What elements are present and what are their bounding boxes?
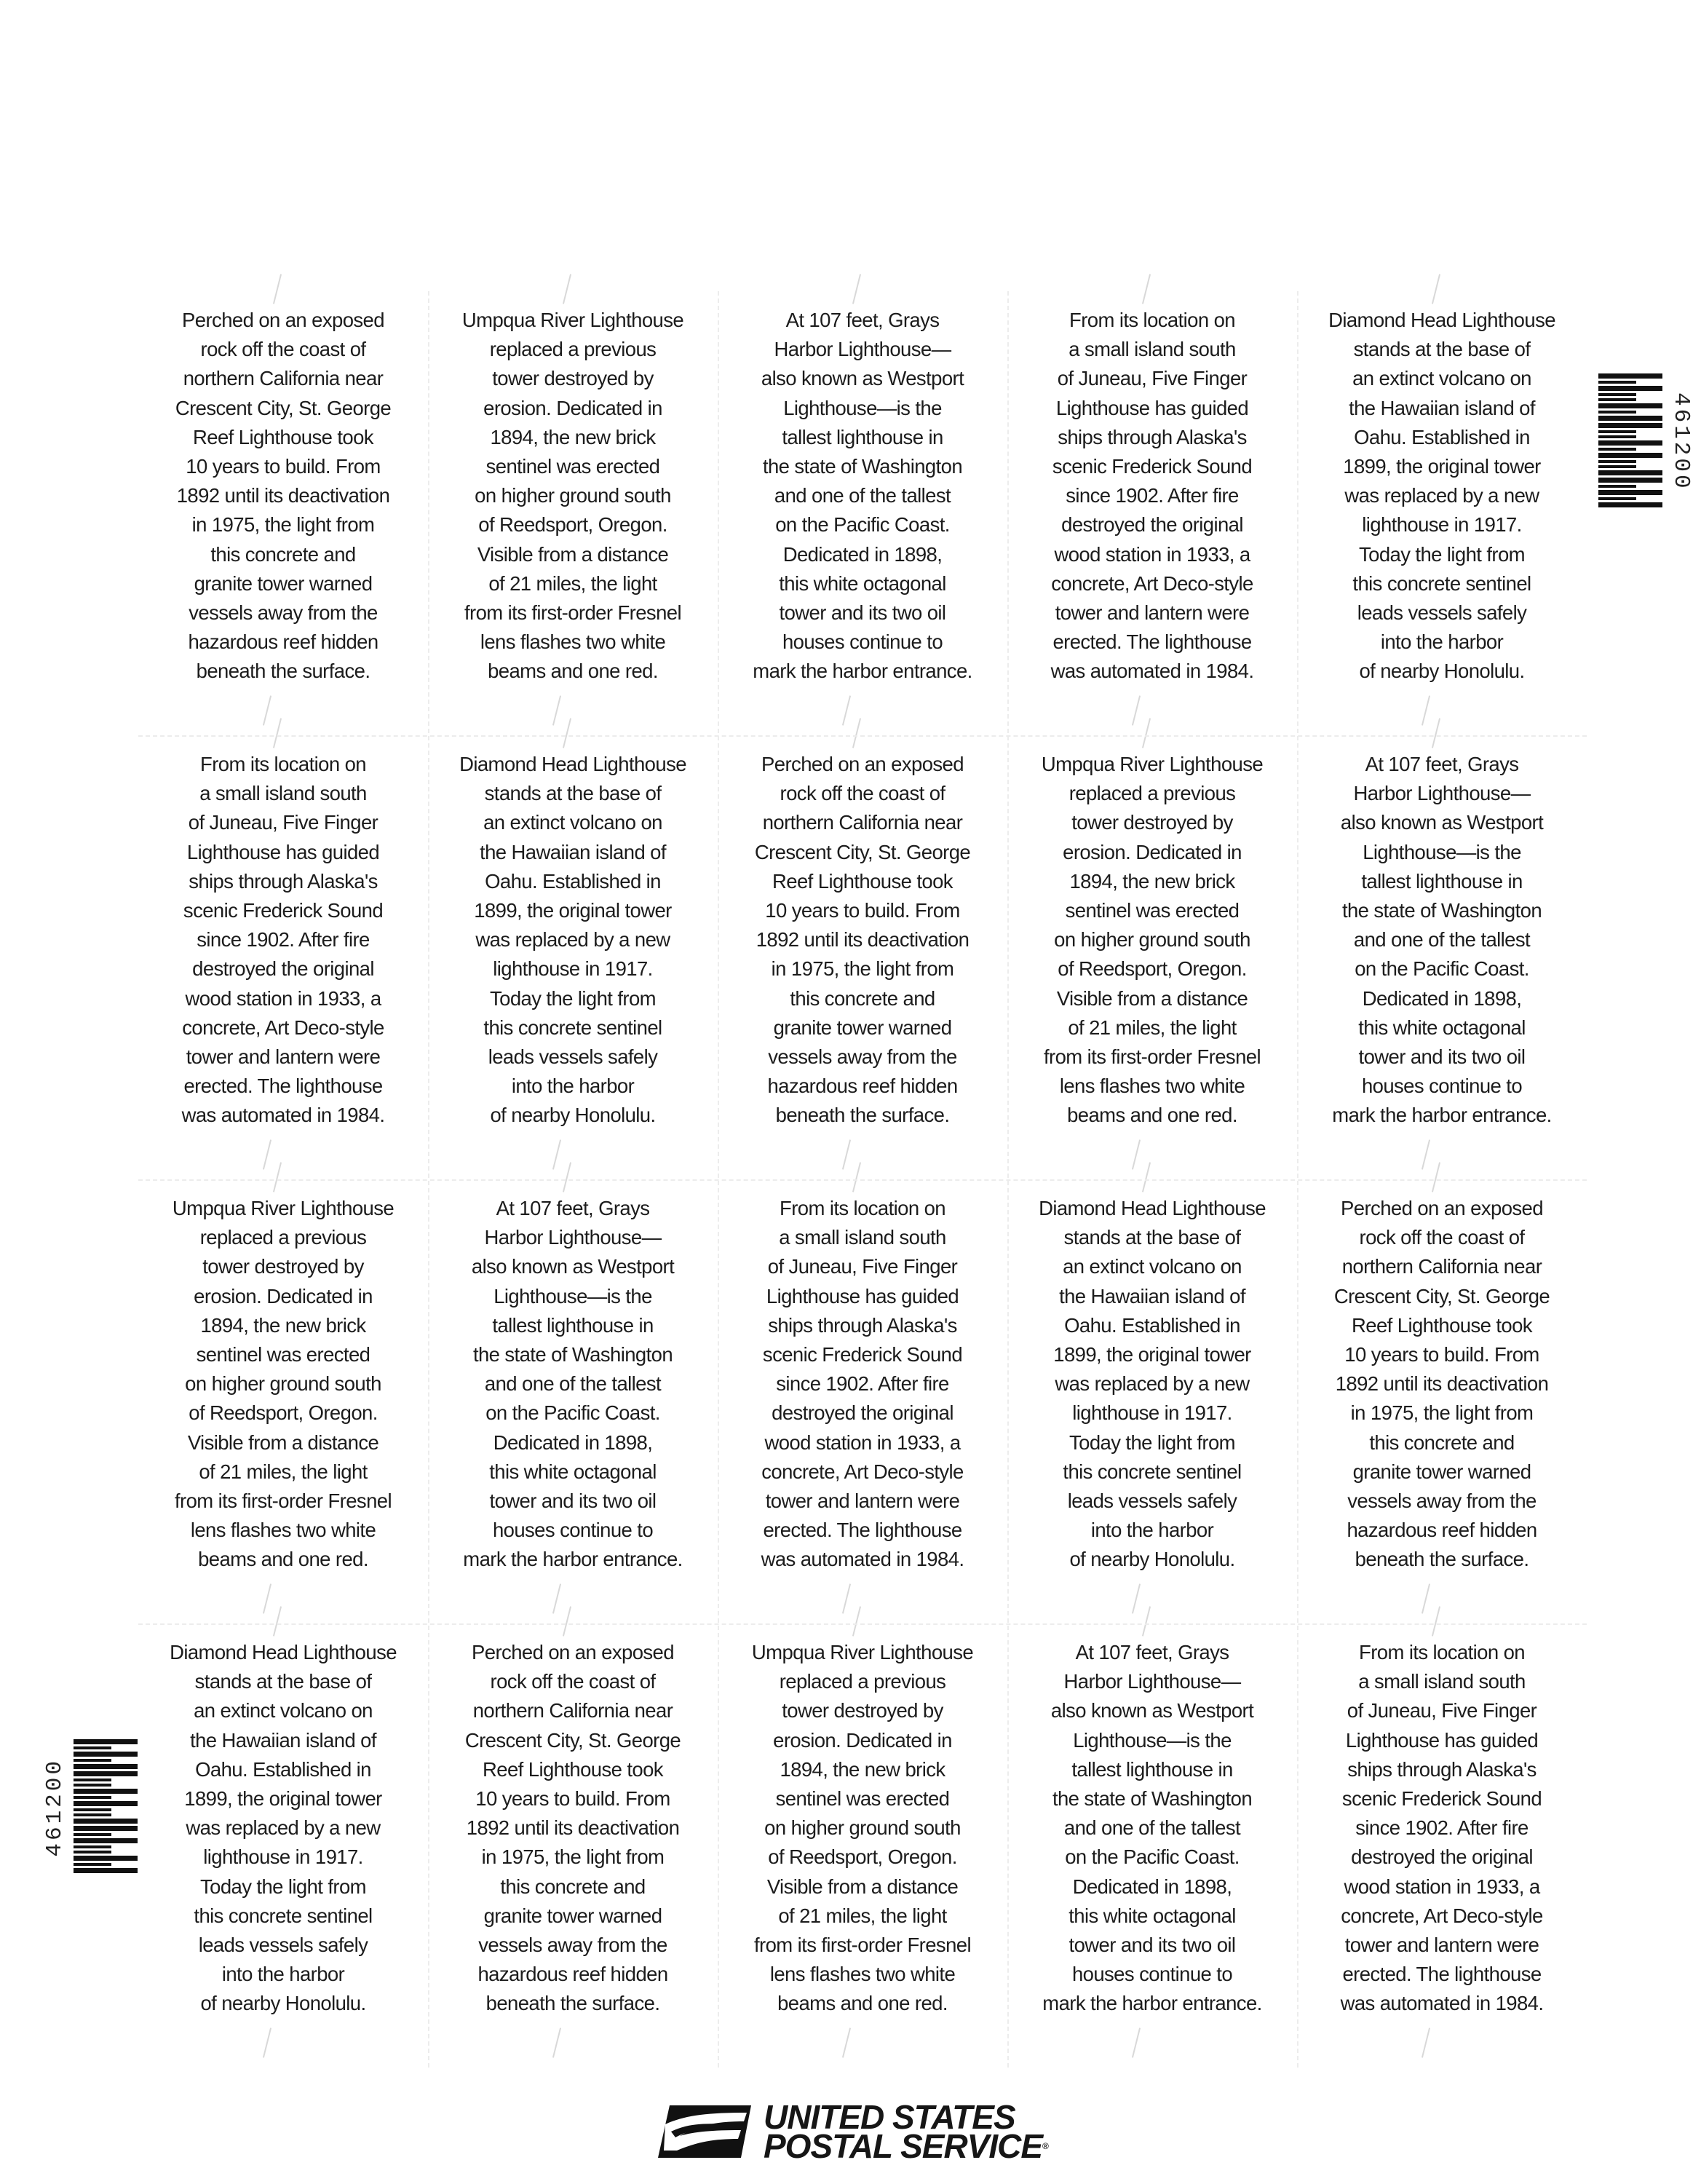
stamp-back-text: At 107 feet, Grays Harbor Lighthouse— also known as Westport Lighthouse—is the tallest lighthouse in the state of Washington and one of the tallest on the Pacific Coast. Dedicated in 1898, this white octagonal tower and its two oil houses continue to mark the harbor entrance. xyxy=(1332,753,1552,1127)
die-cut-slit xyxy=(263,2027,271,2057)
barcode-bar xyxy=(74,1784,111,1787)
stamp-cell xyxy=(1007,291,1297,735)
die-cut-slit xyxy=(552,2027,561,2057)
barcode-bar xyxy=(1598,423,1662,428)
stamp-cell xyxy=(718,735,1007,1179)
barcode-bar xyxy=(74,1851,111,1853)
barcode-bar xyxy=(74,1746,111,1749)
usps-wordmark xyxy=(764,2098,1048,2165)
barcode-bar xyxy=(74,1826,138,1831)
die-cut-slit xyxy=(852,274,861,304)
stamp-cell xyxy=(1297,735,1587,1179)
barcode-number: 461200 xyxy=(1668,392,1694,491)
barcode-bar xyxy=(74,1863,111,1866)
die-cut-slit xyxy=(552,1583,561,1613)
barcode-bar xyxy=(74,1856,138,1861)
die-cut-slit xyxy=(1422,695,1430,725)
barcode-bar xyxy=(1598,490,1662,495)
barcode-bar xyxy=(1598,393,1636,396)
die-cut-slit xyxy=(273,274,282,304)
barcode-bar xyxy=(1598,403,1662,408)
stamp-cell xyxy=(138,1623,428,2068)
stamp-cell xyxy=(428,1623,718,2068)
stamp-cell xyxy=(718,1179,1007,1623)
plate-barcode-bottom-left xyxy=(42,1739,138,1875)
barcode-bar xyxy=(1598,453,1662,458)
barcode-bar xyxy=(1598,497,1636,500)
stamp-back-text: Perched on an exposed rock off the coast of northern California near Crescent City, St. George Reef Lighthouse took 10 years to build. From 1892 until its deactivation in 1975, the light from this concrete and granite tower warned vessels away from the hazardous reef hidden beneath the surface. xyxy=(464,1641,681,2015)
usps-logo xyxy=(655,2098,1048,2165)
stamp-back-text: At 107 feet, Grays Harbor Lighthouse— also known as Westport Lighthouse—is the tallest lighthouse in the state of Washington and one of the tallest on the Pacific Coast. Dedicated in 1898, this white octagonal tower and its two oil houses continue to mark the harbor entrance. xyxy=(463,1197,683,1571)
stamp-back-text: Umpqua River Lighthouse replaced a previous tower destroyed by erosion. Dedicated in 1894, the new brick sentinel was erected on higher ground south of Reedsport, Oregon. Visible from a distance of 21 miles, the light from its first-order Fresnel lens flashes two white beams and one red. xyxy=(1041,753,1264,1127)
barcode-bar xyxy=(1598,386,1662,391)
stamp-cell xyxy=(718,291,1007,735)
barcode-bar xyxy=(1598,448,1636,451)
stamp-cell xyxy=(138,1179,428,1623)
barcode-bar xyxy=(1598,478,1662,483)
barcode-bar xyxy=(74,1833,111,1836)
barcode-bar xyxy=(74,1739,138,1744)
barcode-bar xyxy=(74,1752,138,1757)
stamp-back-text: From its location on a small island south of Juneau, Five Finger Lighthouse has guided ships through Alaska's scenic Frederick Sound since 1902. After fire destroyed the original wood station in 1933, a concrete, Art Deco-style tower and lantern were erected. The lighthouse was automated in 1984. xyxy=(1050,309,1254,683)
stamp-cell xyxy=(718,1623,1007,2068)
stamp-back-text: At 107 feet, Grays Harbor Lighthouse— also known as Westport Lighthouse—is the tallest lighthouse in the state of Washington and one of the tallest on the Pacific Coast. Dedicated in 1898, this white octagonal tower and its two oil houses continue to mark the harbor entrance. xyxy=(1042,1641,1262,2015)
die-cut-slit xyxy=(842,2027,851,2057)
barcode-bar xyxy=(1598,435,1636,438)
die-cut-slit xyxy=(552,1139,561,1169)
die-cut-slit xyxy=(1132,2027,1141,2057)
barcode-bars xyxy=(74,1739,138,1875)
stamp-back-text: At 107 feet, Grays Harbor Lighthouse— also known as Westport Lighthouse—is the tallest lighthouse in the state of Washington and one of the tallest on the Pacific Coast. Dedicated in 1898, this white octagonal tower and its two oil houses continue to mark the harbor entrance. xyxy=(753,309,972,683)
stamp-cell xyxy=(1297,291,1587,735)
barcode-bar xyxy=(1598,430,1636,433)
barcode-bars xyxy=(1598,373,1662,510)
stamp-back-text: Diamond Head Lighthouse stands at the base of an extinct volcano on the Hawaiian island of Oahu. Established in 1899, the original tower was replaced by a new lighthouse in 1917. Today the light from this concrete sentinel leads vessels safely into the harbor of nearby Honolulu. xyxy=(459,753,686,1127)
stamp-back-text: Umpqua River Lighthouse replaced a previous tower destroyed by erosion. Dedicated in 1894, the new brick sentinel was erected on higher ground south of Reedsport, Oregon. Visible from a distance of 21 miles, the light from its first-order Fresnel lens flashes two white beams and one red. xyxy=(751,1641,974,2015)
stamp-back-text: Diamond Head Lighthouse stands at the base of an extinct volcano on the Hawaiian island of Oahu. Established in 1899, the original tower was replaced by a new lighthouse in 1917. Today the light from this concrete sentinel leads vessels safely into the harbor of nearby Honolulu. xyxy=(1328,309,1555,683)
die-cut-slit xyxy=(263,1139,271,1169)
stamp-cell xyxy=(1297,1179,1587,1623)
stamp-back-text: Perched on an exposed rock off the coast of northern California near Crescent City, St. George Reef Lighthouse took 10 years to build. From 1892 until its deactivation in 1975, the light from this concrete and granite tower warned vessels away from the hazardous reef hidden beneath the surface. xyxy=(1333,1197,1550,1571)
barcode-bar xyxy=(74,1819,138,1824)
barcode-bar xyxy=(1598,460,1636,463)
die-cut-slit xyxy=(842,1139,851,1169)
die-cut-slit xyxy=(1132,1139,1141,1169)
stamp-grid xyxy=(138,291,1587,2068)
die-cut-slit xyxy=(1422,2027,1430,2057)
barcode-bar xyxy=(74,1868,138,1873)
die-cut-slit xyxy=(842,1583,851,1613)
stamp-cell xyxy=(138,735,428,1179)
die-cut-slit xyxy=(1422,1139,1430,1169)
barcode-bar xyxy=(1598,440,1662,446)
perforation-line xyxy=(138,735,1587,737)
stamp-back-text: Umpqua River Lighthouse replaced a previous tower destroyed by erosion. Dedicated in 1894, the new brick sentinel was erected on higher ground south of Reedsport, Oregon. Visible from a distance of 21 miles, the light from its first-order Fresnel lens flashes two white beams and one red. xyxy=(172,1197,394,1571)
stamp-back-text: From its location on a small island south of Juneau, Five Finger Lighthouse has guided ships through Alaska's scenic Frederick Sound since 1902. After fire destroyed the original wood station in 1933, a concrete, Art Deco-style tower and lantern were erected. The lighthouse was automated in 1984. xyxy=(181,753,385,1127)
die-cut-slit xyxy=(552,695,561,725)
plate-barcode-top-right xyxy=(1598,373,1694,510)
barcode-bar xyxy=(1598,416,1662,421)
stamp-cell xyxy=(1297,1623,1587,2068)
die-cut-slit xyxy=(1142,274,1151,304)
barcode-bar xyxy=(74,1813,111,1816)
barcode-bar xyxy=(1598,381,1636,384)
barcode-bar xyxy=(1598,465,1636,468)
die-cut-slit xyxy=(1132,695,1141,725)
barcode-bar xyxy=(74,1779,111,1781)
stamp-back-text: Diamond Head Lighthouse stands at the base of an extinct volcano on the Hawaiian island of Oahu. Established in 1899, the original tower was replaced by a new lighthouse in 1917. Today the light from this concrete sentinel leads vessels safely into the harbor of nearby Honolulu. xyxy=(1039,1197,1266,1571)
stamp-cell xyxy=(1007,735,1297,1179)
perforation-line xyxy=(138,1623,1587,1625)
barcode-bar xyxy=(74,1838,138,1843)
barcode-bar xyxy=(1598,411,1636,414)
usps-line2: POSTAL SERVICE xyxy=(764,2127,1043,2165)
die-cut-slit xyxy=(1422,1583,1430,1613)
stamp-cell xyxy=(1007,1623,1297,2068)
barcode-bar xyxy=(74,1759,111,1762)
stamp-back-text: Perched on an exposed rock off the coast of northern California near Crescent City, St. George Reef Lighthouse took 10 years to build. From 1892 until its deactivation in 1975, the light from this concrete and granite tower warned vessels away from the hazardous reef hidden beneath the surface. xyxy=(754,753,971,1127)
stamp-cell xyxy=(428,291,718,735)
stamp-back-text: Perched on an exposed rock off the coast of northern California near Crescent City, St. George Reef Lighthouse took 10 years to build. From 1892 until its deactivation in 1975, the light from this concrete and granite tower warned vessels away from the hazardous reef hidden beneath the surface. xyxy=(175,309,392,683)
barcode-bar xyxy=(1598,502,1662,507)
barcode-bar xyxy=(74,1845,111,1848)
barcode-bar xyxy=(1598,373,1662,379)
die-cut-slit xyxy=(263,695,271,725)
die-cut-slit xyxy=(563,274,571,304)
stamp-back-text: From its location on a small island south of Juneau, Five Finger Lighthouse has guided ships through Alaska's scenic Frederick Sound since 1902. After fire destroyed the original wood station in 1933, a concrete, Art Deco-style tower and lantern were erected. The lighthouse was automated in 1984. xyxy=(761,1197,964,1571)
stamp-cell xyxy=(428,1179,718,1623)
barcode-bar xyxy=(74,1789,138,1794)
barcode-bar xyxy=(74,1808,111,1811)
barcode-bar xyxy=(1598,470,1662,475)
barcode-bar xyxy=(1598,398,1636,401)
barcode-bar xyxy=(74,1771,138,1776)
stamp-cell xyxy=(138,291,428,735)
registered-mark: ® xyxy=(1042,2141,1048,2151)
die-cut-slit xyxy=(263,1583,271,1613)
stamp-back-text: From its location on a small island south of Juneau, Five Finger Lighthouse has guided ships through Alaska's scenic Frederick Sound since 1902. After fire destroyed the original wood station in 1933, a concrete, Art Deco-style tower and lantern were erected. The lighthouse was automated in 1984. xyxy=(1340,1641,1544,2015)
die-cut-slit xyxy=(842,695,851,725)
stamp-cell xyxy=(1007,1179,1297,1623)
barcode-bar xyxy=(74,1764,138,1769)
perforation-line xyxy=(138,1179,1587,1181)
die-cut-slit xyxy=(1432,274,1440,304)
usps-line1: UNITED STATES xyxy=(764,2098,1015,2136)
die-cut-slit xyxy=(1132,1583,1141,1613)
barcode-bar xyxy=(74,1801,138,1806)
barcode-bar xyxy=(74,1796,111,1799)
usps-eagle-icon xyxy=(655,2102,753,2161)
stamp-back-text: Umpqua River Lighthouse replaced a previous tower destroyed by erosion. Dedicated in 1894, the new brick sentinel was erected on higher ground south of Reedsport, Oregon. Visible from a distance of 21 miles, the light from its first-order Fresnel lens flashes two white beams and one red. xyxy=(461,309,684,683)
stamp-cell xyxy=(428,735,718,1179)
stamp-back-text: Diamond Head Lighthouse stands at the base of an extinct volcano on the Hawaiian island of Oahu. Established in 1899, the original tower was replaced by a new lighthouse in 1917. Today the light from this concrete sentinel leads vessels safely into the harbor of nearby Honolulu. xyxy=(170,1641,397,2015)
barcode-number: 461200 xyxy=(42,1757,68,1857)
barcode-bar xyxy=(1598,485,1636,488)
